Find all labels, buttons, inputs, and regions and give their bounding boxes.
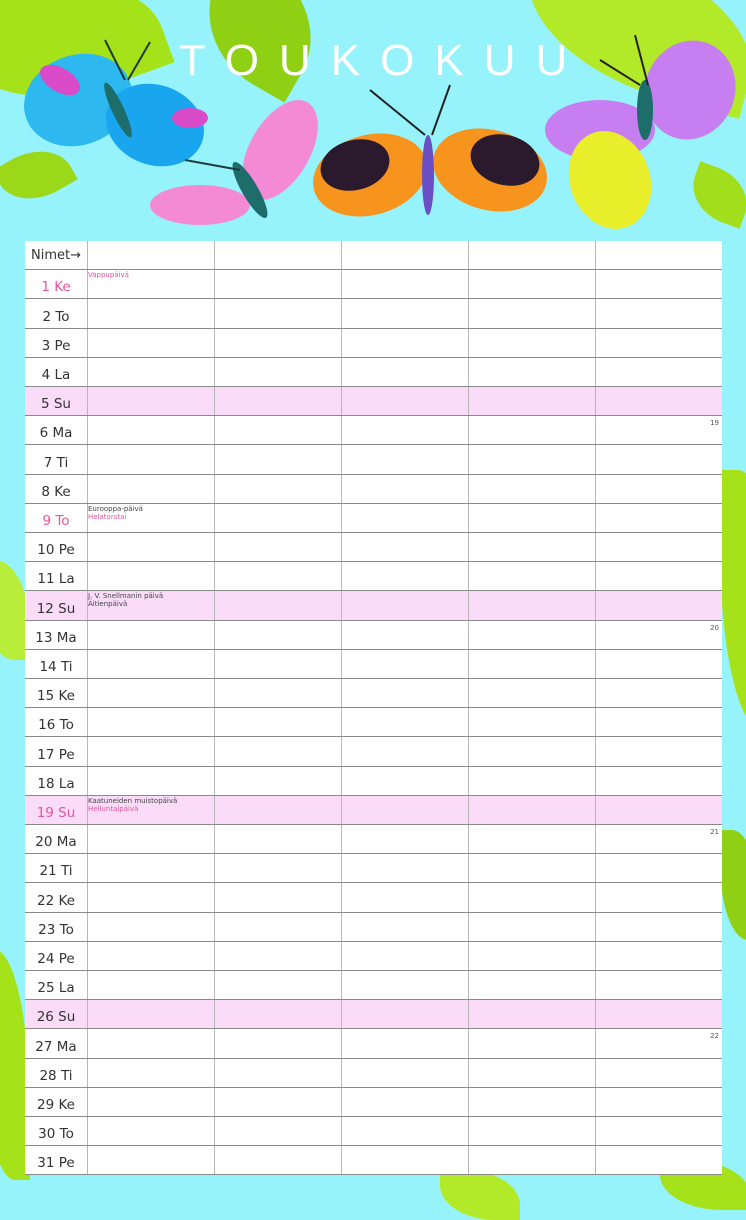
- day-label: 31 Pe: [37, 1155, 75, 1172]
- name-cell[interactable]: [25, 679, 596, 707]
- day-row: [25, 708, 722, 737]
- day-row: [25, 416, 722, 445]
- note-line: Helatorstai: [88, 512, 127, 521]
- day-label: 20 Ma: [35, 834, 77, 851]
- name-cell[interactable]: [25, 883, 596, 911]
- name-cell[interactable]: [25, 913, 596, 941]
- day-label: 5 Su: [40, 396, 71, 413]
- day-label: 25 La: [37, 980, 75, 997]
- day-row: [25, 621, 722, 650]
- day-note: [88, 271, 213, 279]
- header-row: [25, 241, 722, 270]
- orange-butterfly: [304, 85, 557, 229]
- name-cell[interactable]: [25, 1000, 596, 1028]
- day-label: 9 To: [42, 512, 70, 529]
- day-row: [25, 1146, 722, 1175]
- leaf-decoration: [440, 1170, 520, 1220]
- day-row: [25, 1088, 722, 1117]
- day-row: [25, 504, 722, 533]
- day-label: 18 La: [37, 775, 75, 792]
- day-label: 24 Pe: [37, 950, 75, 967]
- day-label: 29 Ke: [37, 1096, 75, 1113]
- day-label: 6 Ma: [39, 425, 73, 442]
- name-cell[interactable]: [25, 475, 596, 503]
- day-label: 10 Pe: [37, 542, 75, 559]
- name-cell[interactable]: [25, 1117, 596, 1145]
- day-row: [25, 1059, 722, 1088]
- name-cell[interactable]: [25, 1088, 596, 1116]
- note-line: Äitienpäivä: [88, 600, 128, 609]
- name-cell[interactable]: [25, 854, 596, 882]
- day-row: [25, 825, 722, 854]
- day-row: [25, 1029, 722, 1058]
- day-row: [25, 445, 722, 474]
- name-cell[interactable]: [25, 942, 596, 970]
- name-cell[interactable]: [25, 562, 596, 590]
- day-row: [25, 942, 722, 971]
- name-cell[interactable]: [25, 445, 596, 473]
- day-label: 19 Su: [36, 804, 76, 821]
- leaf-decoration: [720, 830, 746, 940]
- name-cell[interactable]: [25, 358, 596, 386]
- name-cell[interactable]: [25, 387, 596, 415]
- day-row: [25, 737, 722, 766]
- day-row: [25, 591, 722, 620]
- day-row: [25, 679, 722, 708]
- name-cell[interactable]: [25, 621, 596, 649]
- day-label: 17 Pe: [37, 746, 75, 763]
- day-label: 27 Ma: [35, 1038, 77, 1055]
- name-cell[interactable]: [25, 708, 596, 736]
- name-cell[interactable]: [25, 650, 596, 678]
- day-row: [25, 971, 722, 1000]
- names-header-label: Nimet→: [31, 247, 81, 263]
- day-row: [25, 562, 722, 591]
- day-row: [25, 387, 722, 416]
- name-cell[interactable]: [25, 533, 596, 561]
- note-line: Helluntaipäivä: [88, 804, 139, 813]
- day-row: [25, 1000, 722, 1029]
- day-label: 8 Ke: [41, 483, 71, 500]
- day-label: 21 Ti: [39, 863, 73, 880]
- name-cell[interactable]: [25, 241, 596, 269]
- week-number: 20: [710, 623, 719, 632]
- name-cell[interactable]: [25, 767, 596, 795]
- day-label: 7 Ti: [43, 454, 69, 471]
- day-label: 2 To: [42, 308, 70, 325]
- note-line: J. V. Snellmanin päivä: [88, 592, 164, 601]
- day-label: 22 Ke: [37, 892, 75, 909]
- day-label: 16 To: [38, 717, 74, 734]
- name-cell[interactable]: [25, 971, 596, 999]
- day-label: 30 To: [38, 1126, 74, 1143]
- month-title: TOUKOKUU: [178, 36, 588, 85]
- day-row: [25, 475, 722, 504]
- note-line: Vappupäivä: [88, 271, 129, 280]
- day-row: [25, 1117, 722, 1146]
- day-row: [25, 329, 722, 358]
- day-label: 4 La: [41, 366, 71, 383]
- day-row: [25, 796, 722, 825]
- note-line: Kaatuneiden muistopäivä: [88, 796, 178, 805]
- day-row: [25, 767, 722, 796]
- week-number: 22: [710, 1032, 719, 1041]
- day-label: 15 Ke: [37, 688, 75, 705]
- day-label: 12 Su: [36, 600, 76, 617]
- day-row: [25, 358, 722, 387]
- day-label: 26 Su: [36, 1009, 76, 1026]
- day-label: 23 To: [38, 921, 74, 938]
- day-label: 3 Pe: [41, 337, 71, 354]
- name-cell[interactable]: [25, 737, 596, 765]
- day-row: [25, 533, 722, 562]
- note-line: Eurooppa-päivä: [88, 504, 143, 513]
- day-row: [25, 650, 722, 679]
- day-row: [25, 854, 722, 883]
- day-label: 1 Ke: [41, 279, 71, 296]
- day-row: [25, 913, 722, 942]
- day-row: [25, 299, 722, 328]
- day-note: [88, 592, 213, 608]
- name-cell[interactable]: [25, 299, 596, 327]
- name-cell[interactable]: [25, 1029, 596, 1057]
- day-row: [25, 270, 722, 299]
- calendar-grid: [25, 241, 722, 1175]
- day-label: 13 Ma: [35, 629, 77, 646]
- day-label: 14 Ti: [39, 658, 73, 675]
- day-label: 28 Ti: [39, 1067, 73, 1084]
- name-cell[interactable]: [25, 1059, 596, 1087]
- day-label: 11 La: [37, 571, 75, 588]
- name-cell[interactable]: [25, 416, 596, 444]
- week-number: 21: [710, 828, 719, 836]
- day-note: [88, 505, 213, 521]
- name-cell[interactable]: [25, 1146, 596, 1174]
- name-cell[interactable]: [25, 329, 596, 357]
- day-row: [25, 883, 722, 912]
- day-note: [88, 797, 213, 813]
- name-cell[interactable]: [25, 825, 596, 853]
- leaf-decoration: [720, 470, 746, 730]
- week-number: 19: [710, 419, 719, 428]
